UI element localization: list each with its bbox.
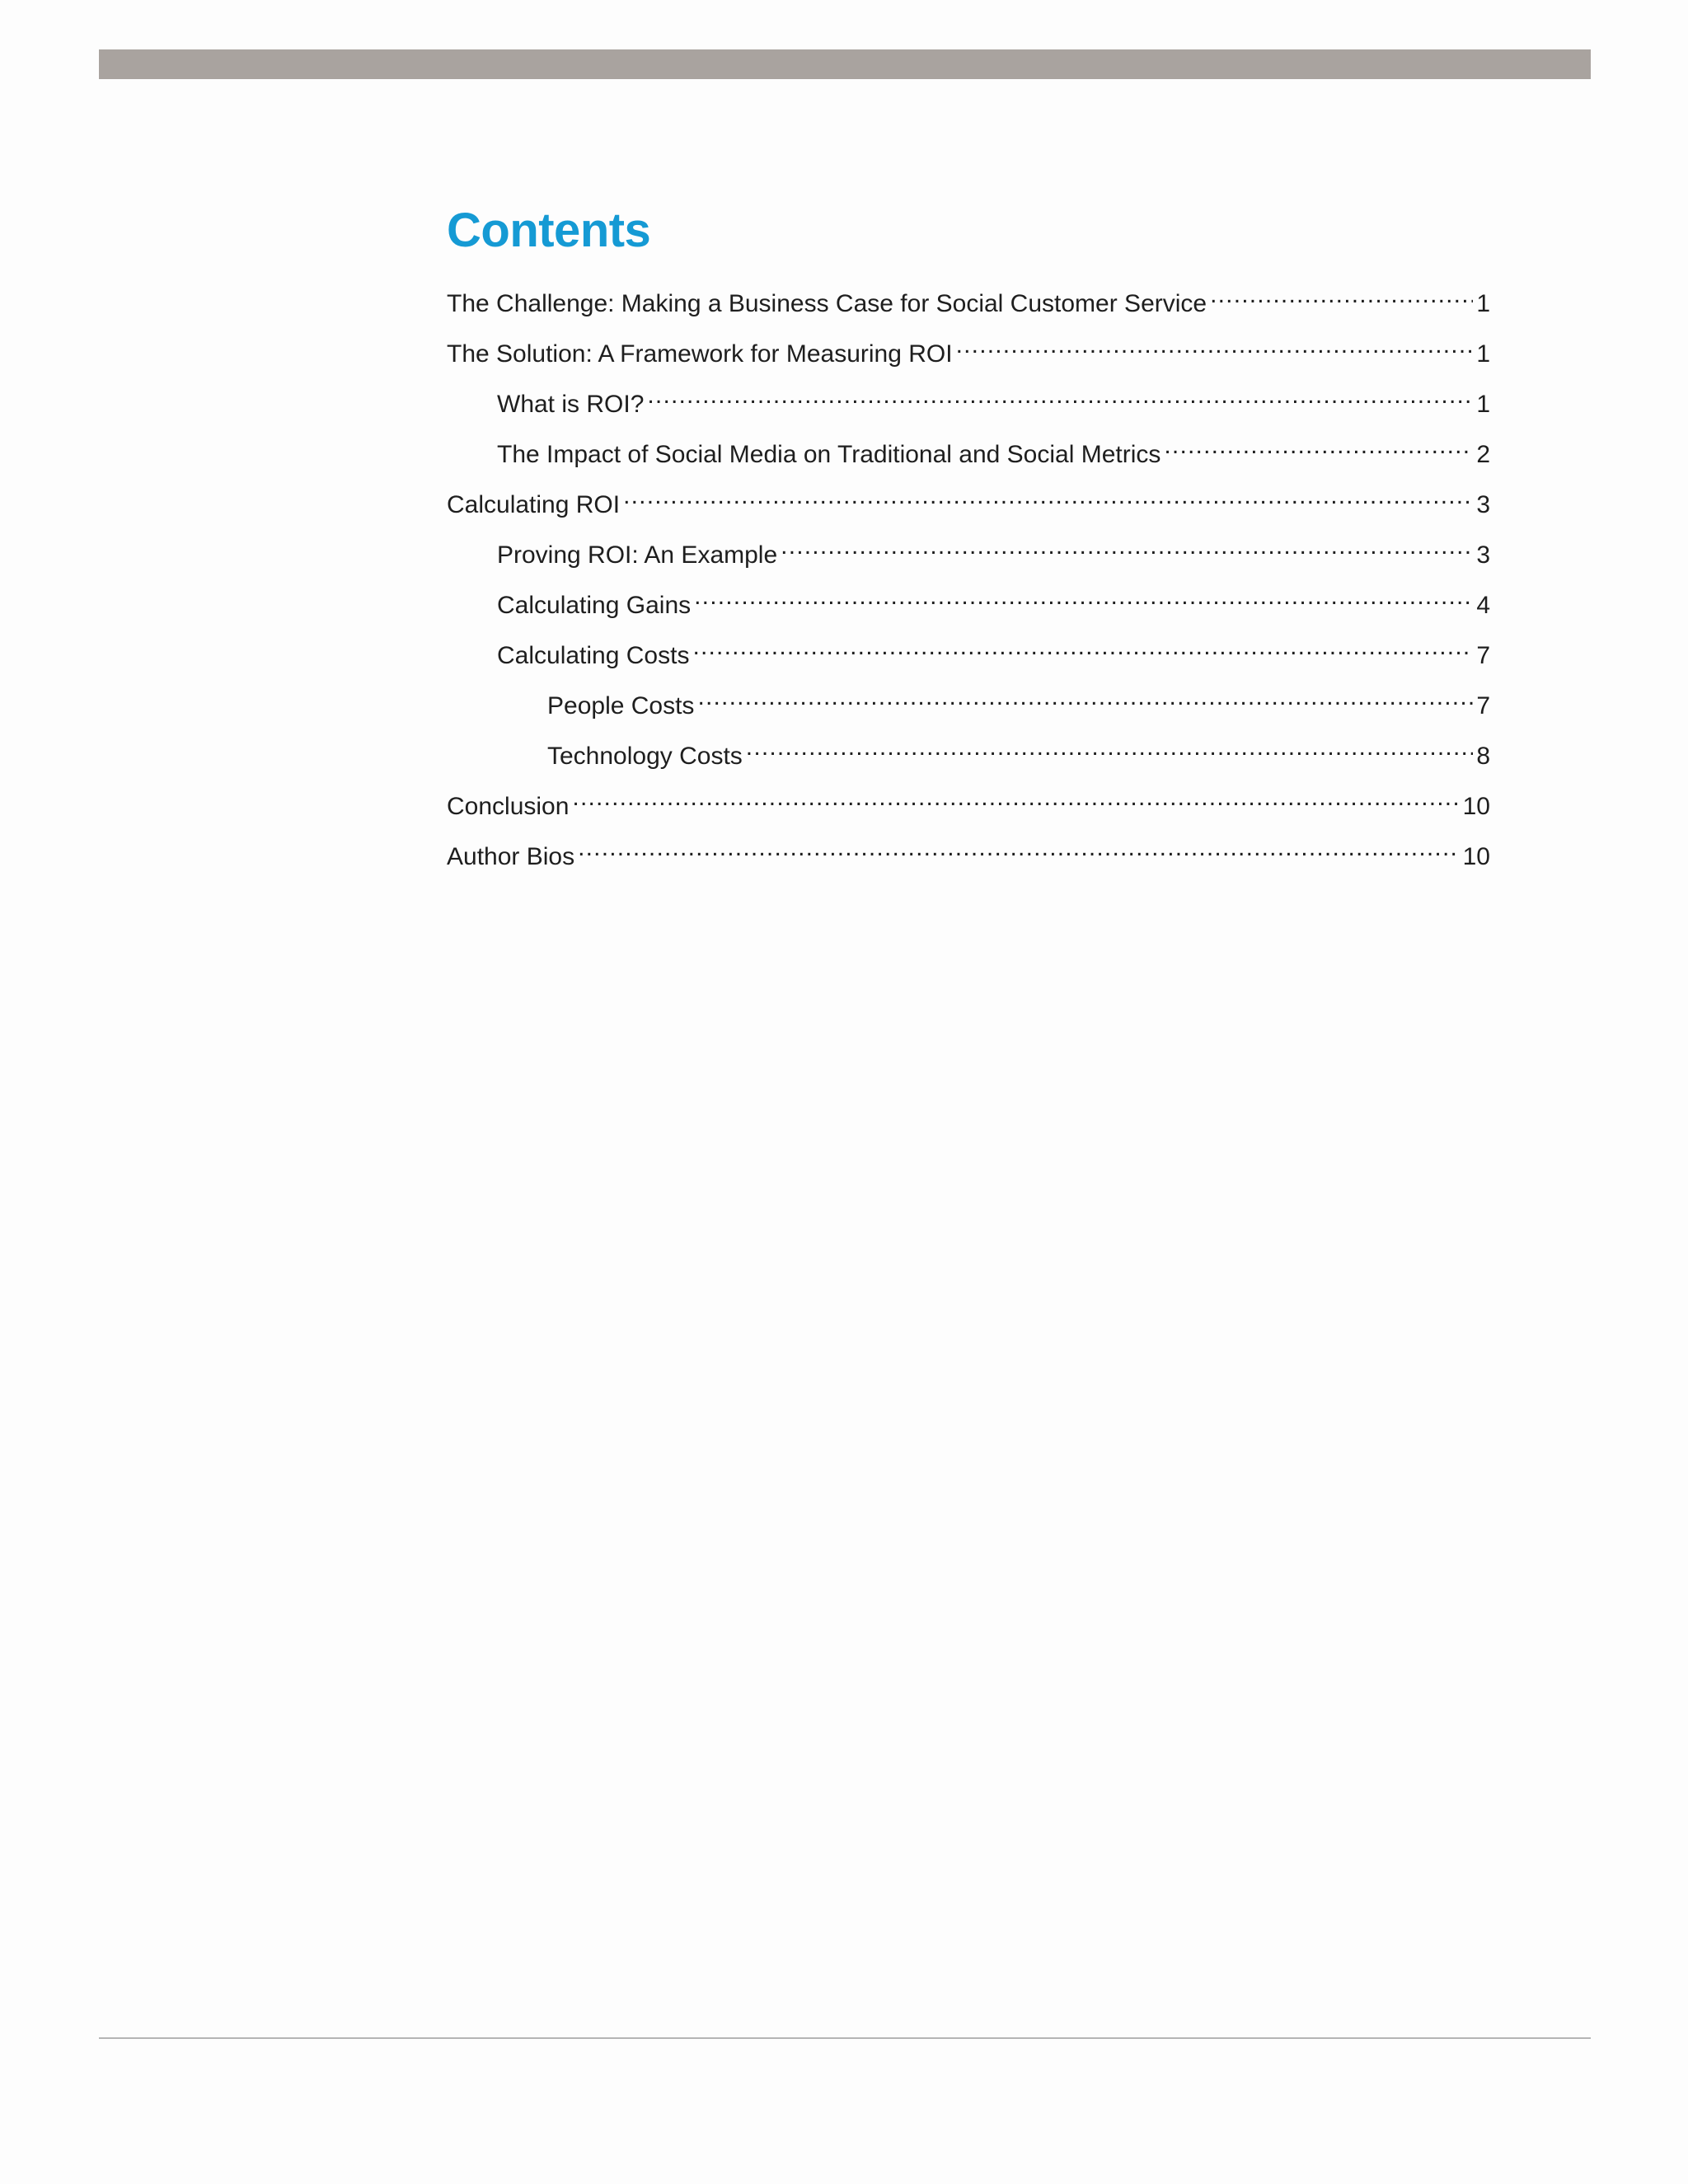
toc-entry-label: Calculating Costs (497, 642, 690, 669)
toc-entry-label: People Costs (547, 692, 695, 719)
toc-page-number: 1 (1476, 391, 1490, 418)
toc-entry-what-is-roi[interactable] (447, 379, 1490, 429)
toc-dot-leader (692, 630, 1473, 663)
toc-entry-calculating-costs[interactable] (447, 630, 1490, 681)
toc-page-number: 10 (1462, 843, 1490, 870)
toc-entry-proving-roi[interactable] (447, 530, 1490, 580)
toc-entry-label: Calculating Gains (497, 592, 692, 619)
toc-page-number: 1 (1476, 290, 1490, 317)
toc-dot-leader (647, 379, 1473, 412)
toc-entry-label: Conclusion (447, 793, 570, 820)
toc-entry-label: Calculating ROI (447, 491, 621, 518)
toc-dot-leader (572, 781, 1459, 814)
toc-dot-leader (1164, 429, 1473, 462)
toc-dot-leader (956, 329, 1474, 362)
toc-page-number: 10 (1462, 793, 1490, 820)
toc-entry-people-costs[interactable] (447, 681, 1490, 731)
toc-page-number: 3 (1476, 491, 1490, 518)
toc-page-number: 4 (1476, 592, 1490, 619)
toc-entry-challenge[interactable] (447, 279, 1490, 329)
toc-dot-leader (694, 580, 1473, 613)
toc-entry-author-bios[interactable] (447, 832, 1490, 882)
toc-entry-label: The Impact of Social Media on Traditional and Social Metrics (497, 441, 1161, 468)
toc-dot-leader (623, 480, 1473, 513)
toc-page-number: 2 (1476, 441, 1490, 468)
toc-page-number: 1 (1476, 340, 1490, 368)
toc-entry-label: What is ROI? (497, 391, 645, 418)
toc-dot-leader (1210, 279, 1473, 312)
toc-dot-leader (697, 681, 1473, 714)
toc-entry-technology-costs[interactable] (447, 731, 1490, 781)
header-bar (99, 49, 1591, 79)
toc-page-number: 7 (1476, 692, 1490, 719)
toc-page-number: 3 (1476, 541, 1490, 569)
toc-entry-solution[interactable] (447, 329, 1490, 379)
toc-page-number: 8 (1476, 743, 1490, 770)
table-of-contents (447, 198, 1490, 882)
toc-entry-label: Author Bios (447, 843, 575, 870)
toc-dot-leader (746, 731, 1474, 764)
toc-page-number: 7 (1476, 642, 1490, 669)
toc-list (447, 279, 1490, 882)
toc-entry-conclusion[interactable] (447, 781, 1490, 832)
toc-dot-leader (781, 530, 1473, 563)
toc-entry-label: Technology Costs (547, 743, 743, 770)
toc-entry-calculating-roi[interactable] (447, 480, 1490, 530)
toc-entry-label: The Challenge: Making a Business Case for Social Customer Service (447, 290, 1207, 317)
toc-entry-calculating-gains[interactable] (447, 580, 1490, 630)
toc-dot-leader (578, 832, 1460, 865)
toc-entry-impact-social-media[interactable] (447, 429, 1490, 480)
toc-entry-label: Proving ROI: An Example (497, 541, 778, 569)
toc-title: Contents (447, 204, 651, 257)
footer-divider (99, 2037, 1591, 2039)
toc-entry-label: The Solution: A Framework for Measuring ROI (447, 340, 953, 368)
